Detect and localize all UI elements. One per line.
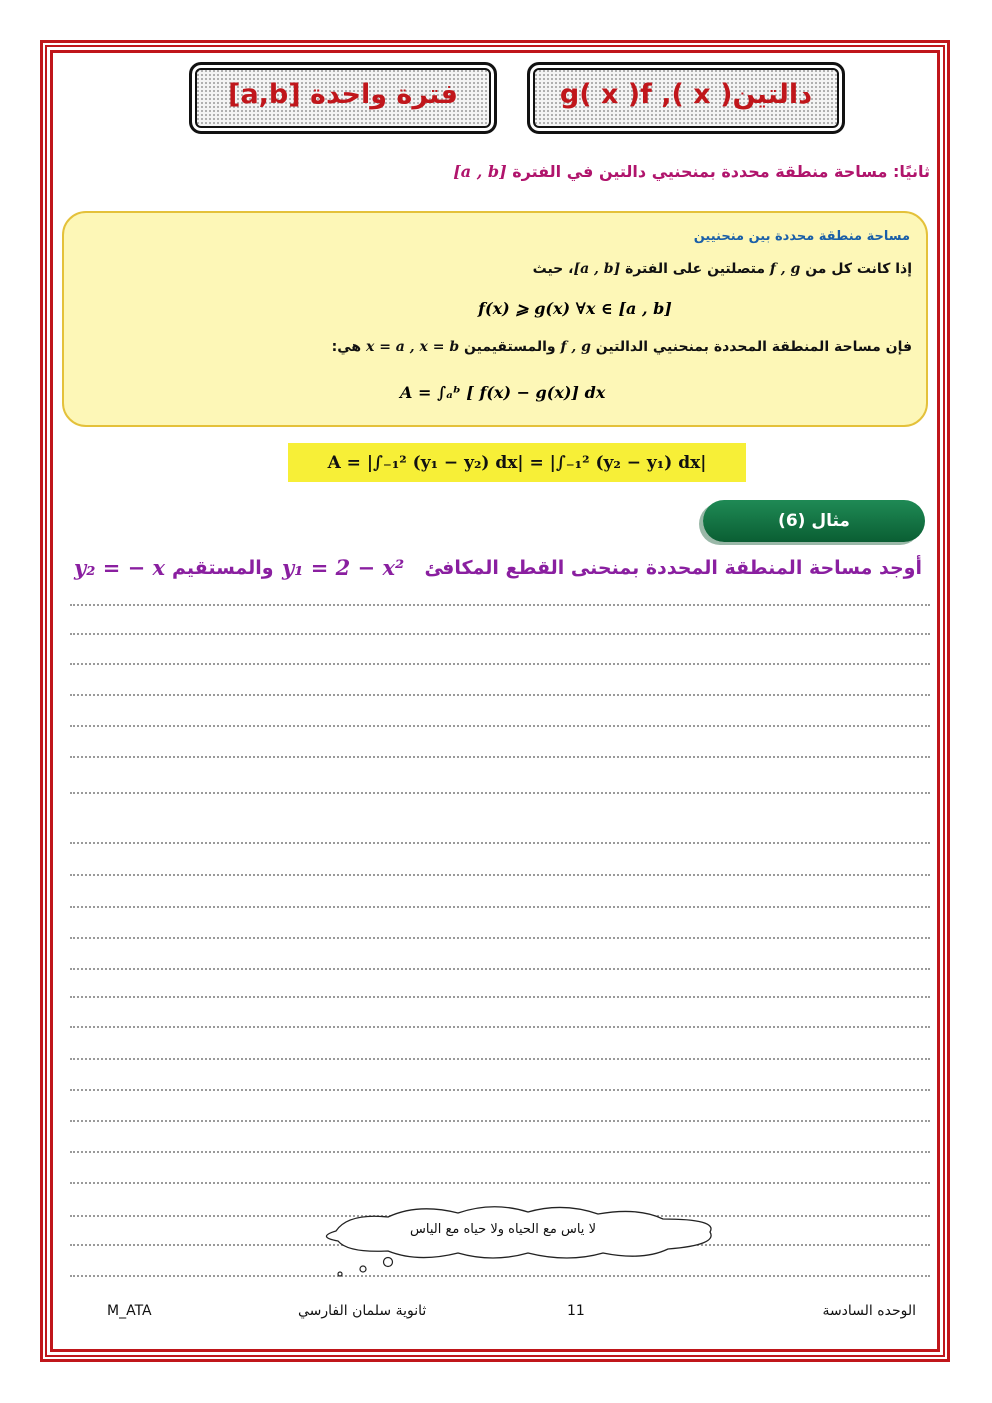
footer-unit: الوحده السادسة [822,1303,916,1319]
definition-line-1-text: إذا كانت كل من [805,261,912,277]
question-parabola: y₁ = 2 − x² [282,555,405,580]
footer-page-number: 11 [567,1303,585,1319]
section-heading [453,162,930,181]
section-heading-text: ثانيًا: مساحة منطقة محددة بمنحنيي دالتين في الفترة [512,162,930,181]
title-box-interval [189,62,497,134]
footer-author: M_ATA [107,1303,152,1319]
definition-line-3-lines: x = a , x = b [365,339,460,355]
footer-school: ثانوية سلمان الفارسي [298,1303,427,1319]
answer-line [70,694,930,696]
example-label: مثال (6) [778,511,850,531]
title-interval: فترة واحدة [a,b] [228,78,458,110]
definition-line-3-text: فإن مساحة المنطقة المحددة بمنحنيي الدالتين [595,339,912,355]
quote-text: لا ياس مع الحياه ولا حياه مع الياس [410,1222,596,1237]
answer-line [70,906,930,908]
definition-line-1-fg: f , g [769,261,801,277]
answer-line [70,1026,930,1028]
definition-line-1-mid: متصلتين على الفترة [625,261,766,277]
question-text: أوجد مساحة المنطقة المحددة بمنحنى القطع المكافئ [424,557,922,579]
answer-line [70,1058,930,1060]
definition-area-formula: A = ∫ₐᵇ [ f(x) − g(x)] dx [400,383,606,402]
answer-line [70,663,930,665]
definition-line-3-fg: f , g [560,339,591,355]
definition-line-3-end: هي: [331,339,362,355]
thought-cloud-shape [318,1205,718,1283]
definition-condition: f(x) ⩾ g(x) ∀x ∈ [a , b] [478,299,672,318]
title-functions: دالتين( x ), g( x )f [559,78,813,110]
definition-title: مساحة منطقة محددة بين منحنيين [693,229,910,244]
answer-line [70,874,930,876]
definition-line-1-end: ، حيث [532,261,574,277]
answer-line [70,725,930,727]
definition-box [62,211,928,427]
answer-line [70,1151,930,1153]
example-label-tab [703,500,925,542]
answer-line [70,1089,930,1091]
definition-line-3 [332,339,912,355]
answer-line [70,1182,930,1184]
definition-line-1-interval: [a , b] [573,261,621,277]
answer-line [70,937,930,939]
answer-line [70,792,930,794]
answer-line [70,996,930,998]
section-heading-interval: [a , b] [453,162,507,181]
answer-line [70,633,930,635]
answer-line [70,1120,930,1122]
question-and-line: والمستقيم [172,557,274,579]
thought-cloud [318,1205,718,1265]
title-box-functions [527,62,845,134]
answer-line [70,756,930,758]
highlighted-area-formula: A = |∫₋₁² (y₁ − y₂) dx| = |∫₋₁² (y₂ − y₁) dx| [288,443,746,482]
answer-line [70,968,930,970]
answer-line [70,842,930,844]
answer-line [70,604,930,606]
definition-line-1 [533,261,912,277]
example-question [72,555,922,595]
definition-line-3-mid: والمستقيمين [464,339,556,355]
question-line: y₂ = − x [74,555,166,580]
